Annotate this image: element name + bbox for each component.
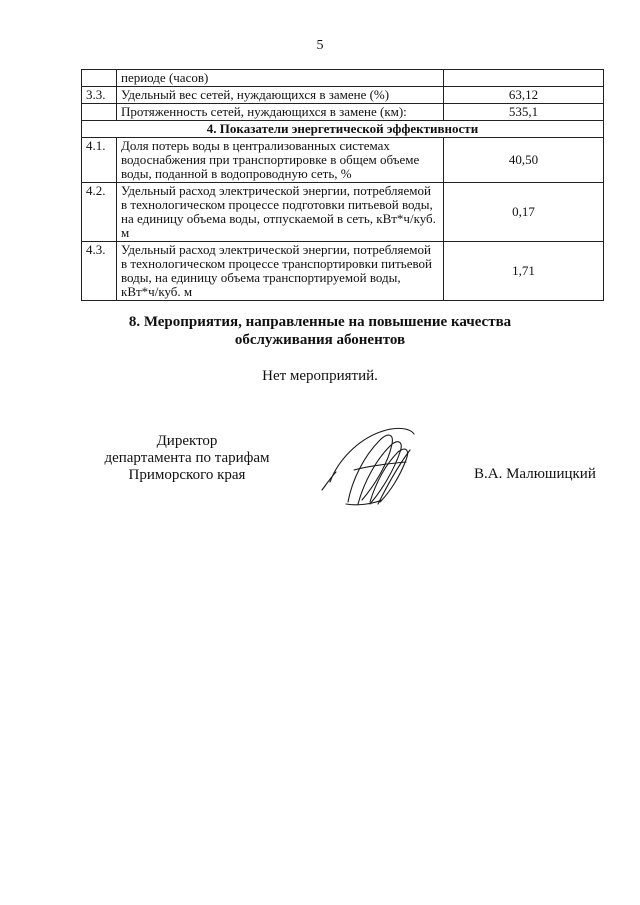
section-title: 4. Показатели энергетической эффективности [82, 121, 604, 138]
section-8-heading-line2: обслуживания абонентов [234, 332, 406, 348]
signer-name: В.А. Малюшицкий [474, 466, 596, 482]
table-row [82, 183, 604, 242]
page-number: 5 [316, 38, 324, 53]
row-number [82, 104, 117, 121]
indicator-value: 535,1 [444, 104, 604, 121]
indicator-value: 63,12 [444, 87, 604, 104]
indicator-name: периоде (часов) [117, 70, 444, 87]
signer-title [92, 433, 282, 484]
section-header-row [82, 121, 604, 138]
section-8-heading [0, 313, 640, 349]
table-body [82, 70, 604, 301]
indicator-name: Удельный расход электрической энергии, потребляемой в технологическом процессе подготовки питьевой воды, на единицу объема воды, отпускаемой в сеть, кВт*ч/куб. м [117, 183, 444, 242]
table-row [82, 242, 604, 301]
row-number: 4.2. [82, 183, 117, 242]
section-8-heading-line1: 8. Мероприятия, направленные на повышение качества [128, 314, 512, 330]
table-row [82, 87, 604, 104]
handwritten-signature [318, 420, 428, 510]
signer-title-line2: департамента по тарифам [104, 450, 270, 466]
section-8-body: Нет мероприятий. [262, 368, 378, 384]
row-number [82, 70, 117, 87]
indicator-name: Удельный вес сетей, нуждающихся в замене (%) [117, 87, 444, 104]
table-row [82, 104, 604, 121]
signer-title-line1: Директор [156, 433, 218, 449]
signer-title-line3: Приморского края [128, 467, 246, 483]
indicator-name: Доля потерь воды в централизованных системах водоснабжения при транспортировке в общем объеме воды, поданной в водопроводную сеть, % [117, 138, 444, 183]
indicators-table [81, 69, 604, 301]
table-row [82, 70, 604, 87]
row-number: 4.3. [82, 242, 117, 301]
indicator-name: Протяженность сетей, нуждающихся в замене (км): [117, 104, 444, 121]
row-number: 4.1. [82, 138, 117, 183]
indicator-value: 0,17 [444, 183, 604, 242]
table-row [82, 138, 604, 183]
indicator-value: 40,50 [444, 138, 604, 183]
indicator-value: 1,71 [444, 242, 604, 301]
row-number: 3.3. [82, 87, 117, 104]
indicator-name: Удельный расход электрической энергии, потребляемой в технологическом процессе транспортировки питьевой воды, на единицу объема транспортируемой воды, кВт*ч/куб. м [117, 242, 444, 301]
indicator-value [444, 70, 604, 87]
